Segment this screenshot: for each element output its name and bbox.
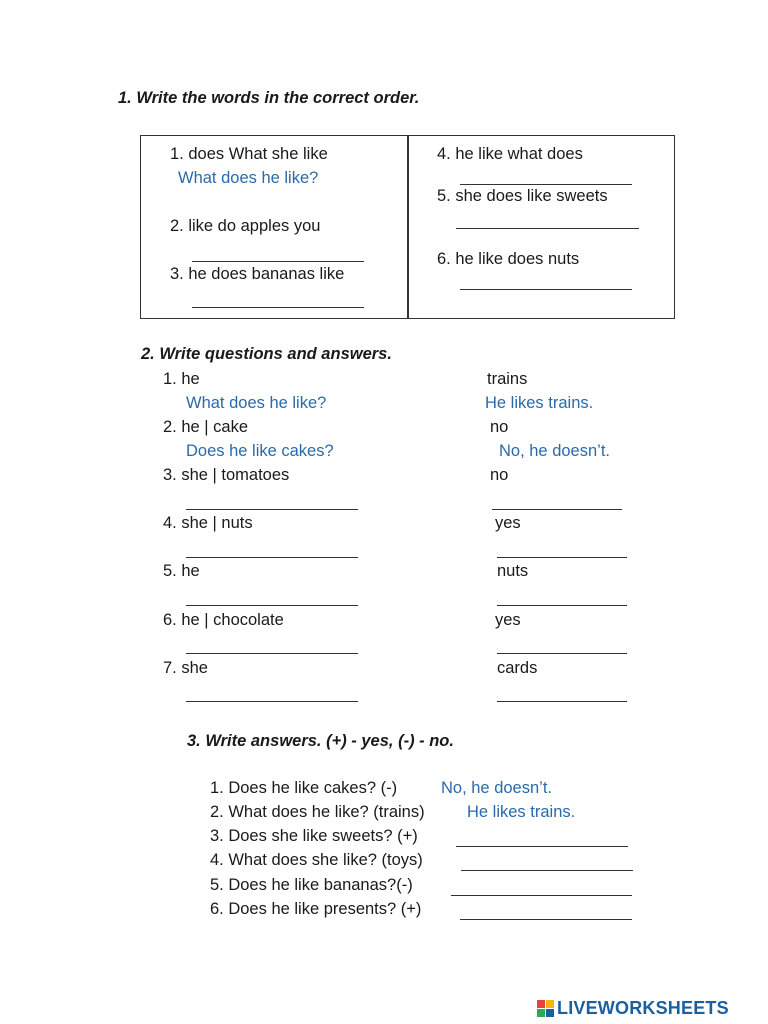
s3-item-2-answer: He likes trains. (467, 803, 576, 821)
answer-line (192, 261, 364, 262)
s2-row-3-cue: no (490, 466, 509, 484)
s1-item-4-prompt: 4. he like what does (437, 145, 583, 163)
s2-row-2-prompt: 2. he | cake (163, 418, 249, 436)
s2-row-6-prompt: 6. he | chocolate (163, 611, 284, 629)
s2-row-4-cue: yes (495, 514, 521, 532)
s2-row-6-cue: yes (495, 611, 521, 629)
s1-item-6-prompt: 6. he like does nuts (437, 250, 580, 268)
s2-row-2-cue: no (490, 418, 509, 436)
s1-item-4-answer-field[interactable] (460, 164, 636, 184)
s2-row-1-prompt: 1. he (163, 370, 200, 388)
s1-item-3-prompt: 3. he does bananas like (170, 265, 345, 283)
s3-item-4-answer-field[interactable] (461, 850, 637, 870)
s2-row-7-answer-field[interactable] (497, 681, 631, 701)
s1-item-1-prompt: 1. does What she like (170, 145, 328, 163)
answer-line (461, 870, 633, 871)
answer-line (460, 919, 632, 920)
liveworksheets-logo[interactable] (537, 998, 729, 1019)
section2-heading: 2. Write questions and answers. (141, 345, 392, 363)
answer-line (497, 557, 627, 558)
s3-item-4-prompt: 4. What does she like? (toys) (210, 851, 423, 869)
s2-row-1-cue: trains (487, 370, 528, 388)
s2-row-6-answer-field[interactable] (497, 633, 631, 653)
s2-row-5-prompt: 5. he (163, 562, 200, 580)
answer-line (497, 701, 627, 702)
s2-row-6-question-field[interactable] (186, 633, 362, 653)
s1-item-2-prompt: 2. like do apples you (170, 217, 321, 235)
section1-heading: 1. Write the words in the correct order. (118, 89, 420, 107)
s1-item-3-answer-field[interactable] (192, 287, 368, 307)
table-divider (407, 136, 409, 318)
s3-item-1-prompt: 1. Does he like cakes? (-) (210, 779, 398, 797)
s3-item-3-answer-field[interactable] (456, 826, 632, 846)
answer-line (497, 653, 627, 654)
s2-row-4-prompt: 4. she | nuts (163, 514, 253, 532)
s2-row-4-question-field[interactable] (186, 537, 362, 557)
answer-line (456, 846, 628, 847)
s2-row-5-answer-field[interactable] (497, 585, 631, 605)
s1-item-5-answer-field[interactable] (456, 208, 643, 228)
s1-item-6-answer-field[interactable] (460, 269, 636, 289)
answer-line (460, 289, 632, 290)
s3-item-3-prompt: 3. Does she like sweets? (+) (210, 827, 418, 845)
s2-row-3-question-field[interactable] (186, 489, 362, 509)
s3-item-5-answer-field[interactable] (451, 875, 636, 895)
s2-row-4-answer-field[interactable] (497, 537, 631, 557)
answer-line (186, 701, 358, 702)
answer-line (186, 605, 358, 606)
s2-row-3-prompt: 3. she | tomatoes (163, 466, 290, 484)
s2-row-5-cue: nuts (497, 562, 529, 580)
answer-line (456, 228, 639, 229)
answer-line (451, 895, 632, 896)
s2-row-5-question-field[interactable] (186, 585, 362, 605)
liveworksheets-logo-icon (537, 1000, 554, 1017)
s2-row-3-answer-field[interactable] (492, 489, 626, 509)
answer-line (460, 184, 632, 185)
logo-text: LIVEWORKSHEETS (557, 998, 729, 1018)
s1-item-5-prompt: 5. she does like sweets (437, 187, 608, 205)
s2-row-7-cue: cards (497, 659, 538, 677)
s2-row-1-answer: He likes trains. (485, 394, 594, 412)
answer-line (186, 509, 358, 510)
s3-item-1-answer: No, he doesn’t. (441, 779, 552, 797)
s2-row-1-question: What does he like? (186, 394, 327, 412)
s1-item-1-answer: What does he like? (178, 169, 319, 187)
s3-item-6-prompt: 6. Does he like presents? (+) (210, 900, 422, 918)
s1-item-2-answer-field[interactable] (192, 241, 368, 261)
answer-line (186, 653, 358, 654)
s3-item-6-answer-field[interactable] (460, 899, 636, 919)
section3-heading: 3. Write answers. (+) - yes, (-) - no. (187, 732, 454, 750)
s3-item-2-prompt: 2. What does he like? (trains) (210, 803, 425, 821)
s2-row-7-prompt: 7. she (163, 659, 208, 677)
answer-line (497, 605, 627, 606)
s2-row-2-answer: No, he doesn’t. (499, 442, 610, 460)
s2-row-7-question-field[interactable] (186, 681, 362, 701)
answer-line (192, 307, 364, 308)
s3-item-5-prompt: 5. Does he like bananas?(-) (210, 876, 413, 894)
answer-line (492, 509, 622, 510)
s2-row-2-question: Does he like cakes? (186, 442, 334, 460)
answer-line (186, 557, 358, 558)
